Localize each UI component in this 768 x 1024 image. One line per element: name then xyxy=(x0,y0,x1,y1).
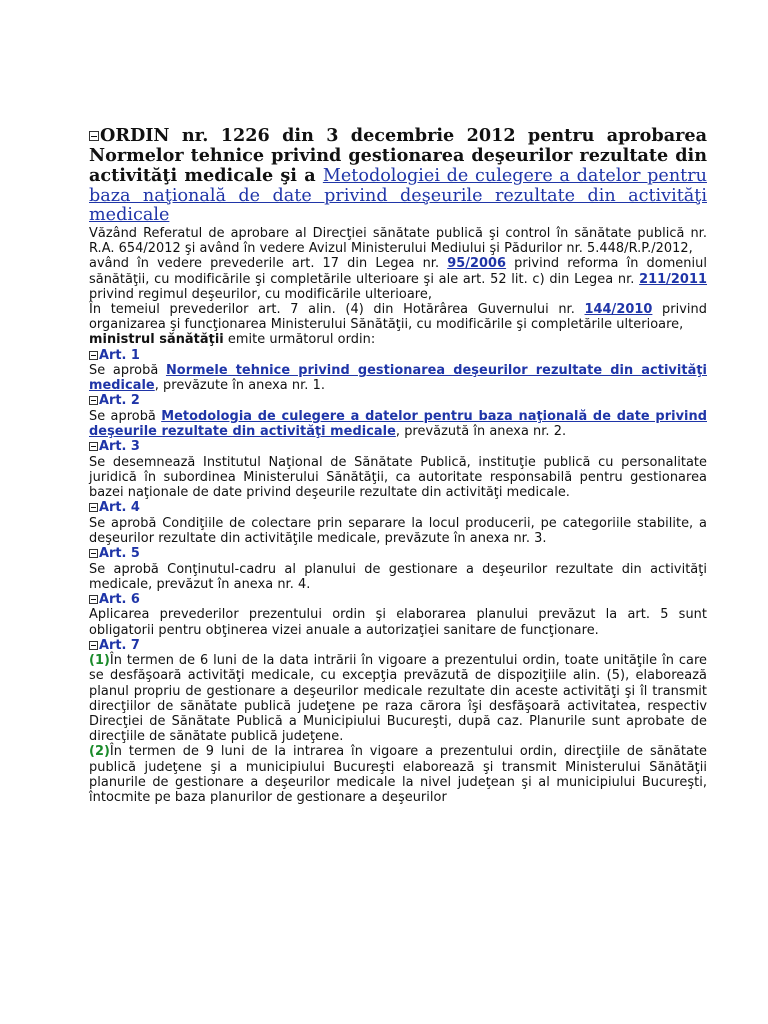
article-label: Art. 7 xyxy=(99,637,140,653)
paragraph-number: (2) xyxy=(89,744,110,760)
collapse-icon[interactable] xyxy=(89,442,98,451)
methodology-title-link[interactable]: Metodologiei de culegere a datelor pentru baza naţională de date privind deşeurile rezultate din activităţi medicale xyxy=(89,166,707,225)
preamble-laws xyxy=(89,256,707,302)
article-label: Art. 5 xyxy=(99,546,140,562)
collapse-icon[interactable] xyxy=(89,131,99,141)
preamble-laws-text-c: privind regimul deşeurilor, cu modificările ulterioare, xyxy=(89,286,432,302)
article-label: Art. 3 xyxy=(99,439,140,455)
preamble-minister xyxy=(89,332,707,347)
article-text: Se aprobă xyxy=(89,408,162,424)
preamble-referat: Văzând Referatul de aprobare al Direcţiei sănătate publică şi control în sănătate publică nr. R.A. 654/2012 şi având în vedere Avizul Ministerului Mediului şi Pădurilor nr. 5.448/R.P./2012, xyxy=(89,226,707,257)
article-label: Art. 2 xyxy=(99,393,140,409)
law-211-2011-link[interactable]: 211/2011 xyxy=(639,271,707,287)
preamble-minister-text: emite următorul ordin: xyxy=(223,332,376,348)
article-3-heading[interactable] xyxy=(89,439,707,454)
article-1-heading[interactable] xyxy=(89,348,707,363)
article-label: Art. 6 xyxy=(99,591,140,607)
annex-2-link[interactable]: Metodologia de culegere a datelor pentru baza naţională de date privind deşeurile rezultate din activităţi medicale xyxy=(89,408,707,440)
order-title xyxy=(89,126,707,225)
article-7-paragraph-2 xyxy=(89,744,707,805)
article-4-text: Se aprobă Condiţiile de colectare prin separare la locul producerii, pe categoriile stabilite, a deşeurilor rezultate din activităţile medicale, prevăzute în anexa nr. 3. xyxy=(89,515,707,546)
collapse-icon[interactable] xyxy=(89,351,98,360)
article-7-paragraph-1 xyxy=(89,653,707,744)
preamble-hg-text-a: În temeiul prevederilor art. 7 alin. (4) din Hotărârea Guvernului nr. xyxy=(89,302,585,318)
law-95-2006-link[interactable]: 95/2006 xyxy=(447,256,507,272)
preamble-laws-text-b: privind reforma în domeniul sănătăţii, cu modificările şi completările ulterioare şi ale art. 52 lit. c) din Legea nr. xyxy=(89,256,707,287)
collapse-icon[interactable] xyxy=(89,641,98,650)
preamble-laws-text-a: având în vedere prevederile art. 17 din Legea nr. xyxy=(89,256,448,272)
paragraph-text: În termen de 6 luni de la data intrării în vigoare a prezentului ordin, toate unităţile în care se desfăşoară activităţi medicale, cu excepţia prevăzută de dispoziţiile alin. (5), elaborează planul propriu de gestionare a deşeurilor medicale rezultate din aceste activităţi şi îl transmit direcţiilor de sănătate publică judeţene pe raza cărora îşi desfăşoară activitatea, respectiv Direcţiei de Sănătate Publică a Municipiului Bucureşti, după caz. Planurile sunt aprobate de direcţiile de sănătate publică judeţene. xyxy=(89,653,707,745)
article-1-text xyxy=(89,363,707,393)
article-label: Art. 1 xyxy=(99,347,140,363)
minister-label: ministrul sănătăţii xyxy=(89,332,224,348)
article-2-heading[interactable] xyxy=(89,393,707,408)
article-text: , prevăzută în anexa nr. 2. xyxy=(395,424,567,440)
preamble-hg-text-b: privind organizarea şi funcţionarea Ministerului Sănătăţii, cu modificările şi completările ulterioare, xyxy=(89,302,708,333)
collapse-icon[interactable] xyxy=(89,595,98,604)
collapse-icon[interactable] xyxy=(89,503,98,512)
hg-144-2010-link[interactable]: 144/2010 xyxy=(584,302,653,318)
article-text: , prevăzute în anexa nr. 1. xyxy=(154,378,325,394)
article-text: Se aprobă xyxy=(89,363,166,379)
article-4-heading[interactable] xyxy=(89,500,707,515)
article-7-heading[interactable] xyxy=(89,638,707,653)
collapse-icon[interactable] xyxy=(89,549,98,558)
annex-1-link[interactable]: Normele tehnice privind gestionarea deşeurilor rezultate din activităţi medicale xyxy=(89,363,707,394)
article-label: Art. 4 xyxy=(99,500,140,516)
paragraph-number: (1) xyxy=(89,653,110,669)
document-body xyxy=(89,126,707,805)
article-6-heading[interactable] xyxy=(89,592,707,607)
paragraph-text: În termen de 9 luni de la intrarea în vigoare a prezentului ordin, direcţiile de sănătate publică judeţene şi a municipiului Bucureşti elaborează şi transmit Ministerului Sănătăţii planurile de gestionare a deşeurilor medicale la nivel judeţean şi al municipiului Bucureşti, întocmite pe baza planurilor de gestionare a deşeurilor xyxy=(89,744,707,805)
article-5-text: Se aprobă Conţinutul-cadru al planului de gestionare a deşeurilor rezultate din activităţi medicale, prevăzut în anexa nr. 4. xyxy=(89,561,707,592)
collapse-icon[interactable] xyxy=(89,396,98,405)
article-6-text: Aplicarea prevederilor prezentului ordin şi elaborarea planului prevăzut la art. 5 sunt obligatorii pentru obţinerea vizei anuale a autorizaţiei sanitare de funcţionare. xyxy=(89,607,707,638)
article-3-text: Se desemnează Institutul Naţional de Sănătate Publică, instituţie publică cu personalitate juridică în subordinea Ministerului Sănătăţii, ca autoritate responsabilă pentru gestionarea bazei naţionale de date privind deşeurile rezultate din activităţi medicale. xyxy=(89,454,707,501)
article-2-text xyxy=(89,409,707,439)
title-text: ORDIN nr. 1226 din 3 decembrie 2012 pentru aprobarea Normelor tehnice privind gestionarea deşeurilor rezultate din activităţi medicale şi a xyxy=(89,125,707,187)
article-5-heading[interactable] xyxy=(89,546,707,561)
preamble-hg xyxy=(89,302,707,332)
